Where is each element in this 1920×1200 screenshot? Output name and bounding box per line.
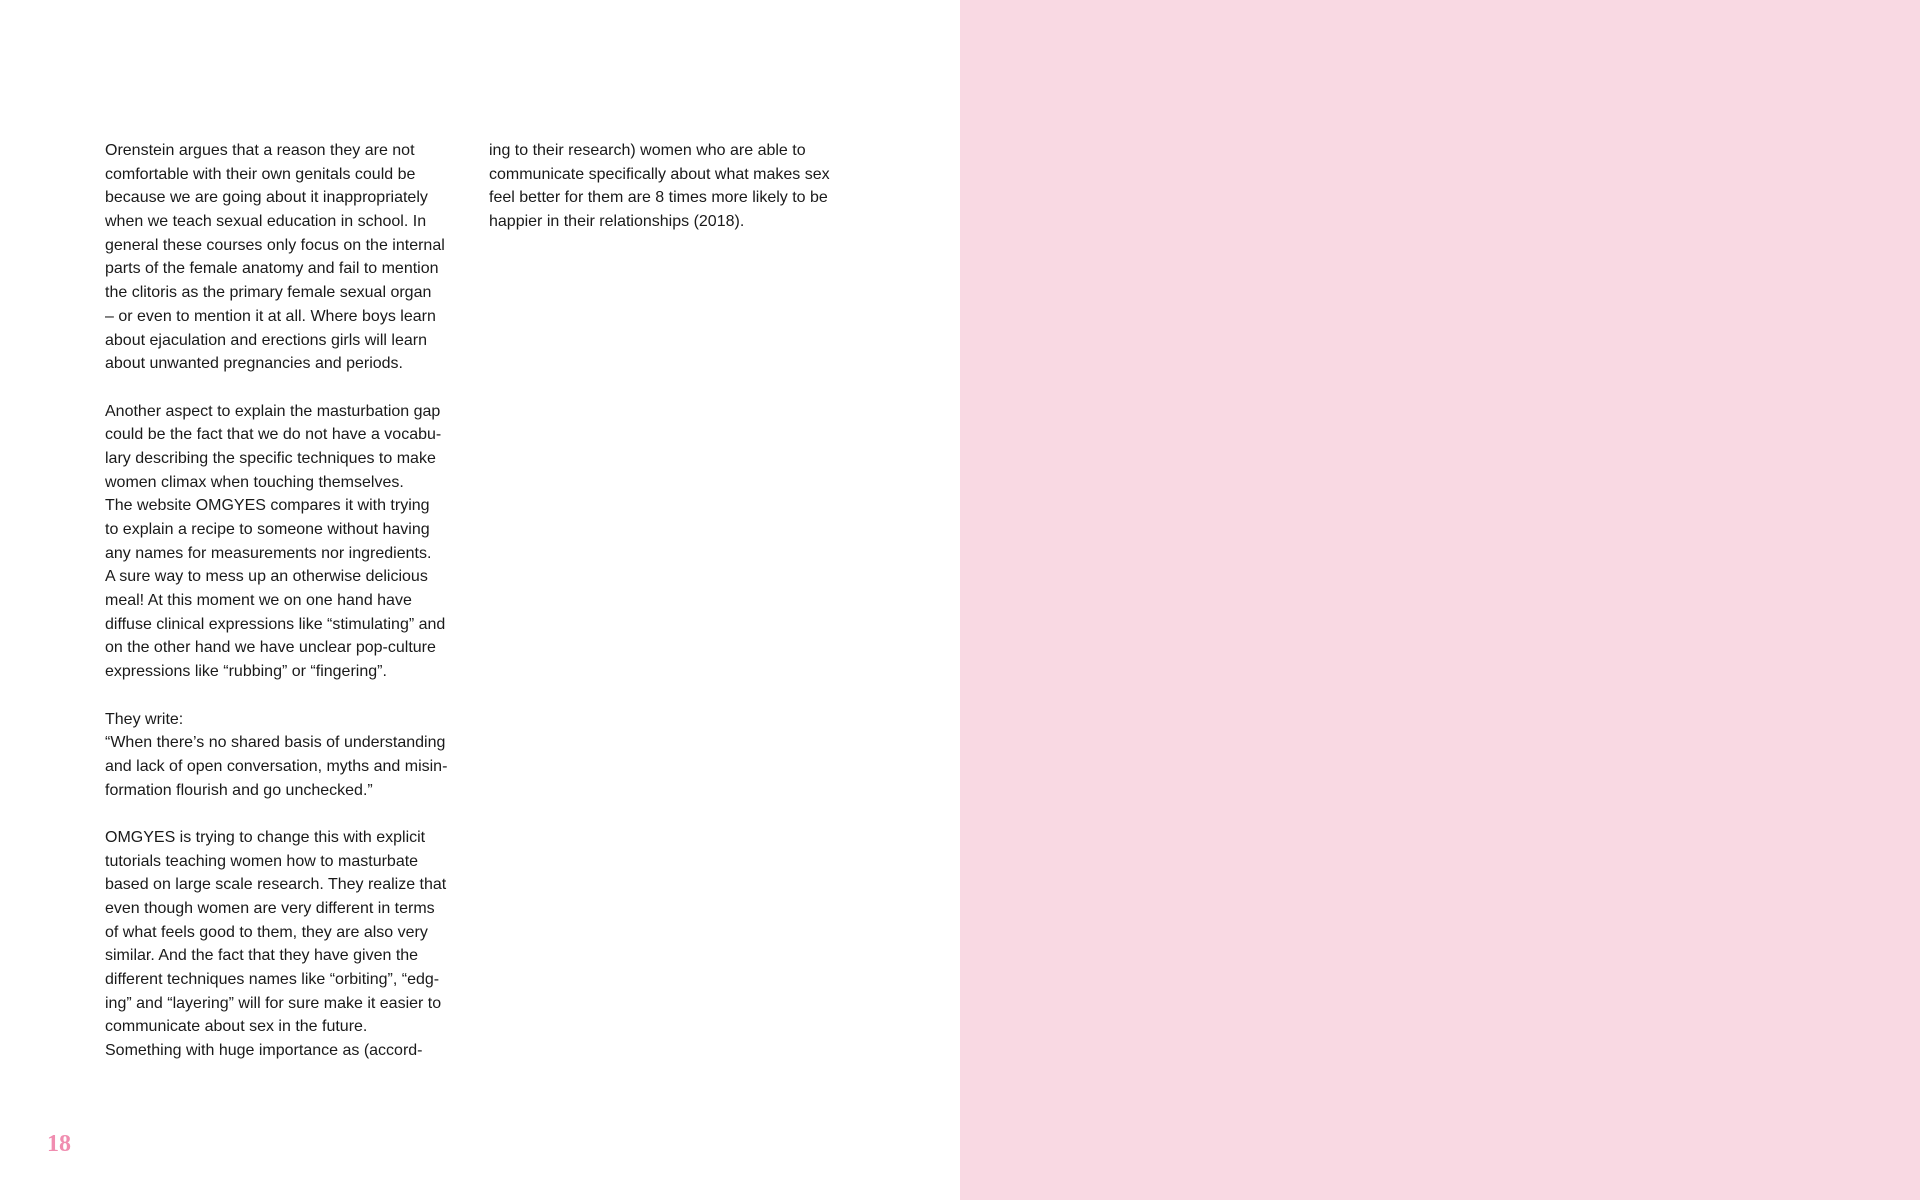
text-line: happier in their relationships (2018). bbox=[489, 213, 745, 231]
text-line: of what feels good to them, they are also very bbox=[105, 923, 428, 941]
text-line: diffuse clinical expressions like “stimulating” and bbox=[105, 615, 446, 633]
text-line: different techniques names like “orbiting”, “edg- bbox=[105, 971, 440, 989]
text-line: “When there’s no shared basis of understanding bbox=[105, 734, 446, 752]
text-line: similar. And the fact that they have given the bbox=[105, 947, 419, 965]
text-line: They write: bbox=[105, 710, 184, 728]
page-number: 18 bbox=[47, 1131, 71, 1157]
text-line: meal! At this moment we on one hand have bbox=[105, 592, 412, 610]
text-line: the clitoris as the primary female sexual organ bbox=[105, 284, 432, 302]
text-line: comfortable with their own genitals could be bbox=[105, 165, 416, 183]
text-line: women climax when touching themselves. bbox=[105, 473, 404, 491]
text-line: about unwanted pregnancies and periods. bbox=[105, 355, 403, 373]
text-line: lary describing the specific techniques to make bbox=[105, 449, 436, 467]
text-line: expressions like “rubbing” or “fingering”. bbox=[105, 663, 387, 681]
text-line: communicate about sex in the future. bbox=[105, 1018, 368, 1036]
text-column-left bbox=[105, 139, 475, 1063]
text-line: when we teach sexual education in school. In bbox=[105, 213, 427, 231]
paragraph-break bbox=[105, 802, 475, 826]
text-line: about ejaculation and erections girls will learn bbox=[105, 331, 427, 349]
text-line: because we are going about it inappropriately bbox=[105, 189, 428, 207]
text-line: feel better for them are 8 times more likely to be bbox=[489, 189, 828, 207]
text-line: Another aspect to explain the masturbation gap bbox=[105, 402, 441, 420]
text-column-right bbox=[489, 139, 859, 234]
text-line: – or even to mention it at all. Where boys learn bbox=[105, 307, 436, 325]
text-line: parts of the female anatomy and fail to mention bbox=[105, 260, 439, 278]
right-page-pink-panel bbox=[960, 0, 1920, 1200]
text-line: OMGYES is trying to change this with explicit bbox=[105, 828, 426, 846]
paragraph-break bbox=[105, 376, 475, 400]
paragraph-break bbox=[105, 684, 475, 708]
text-line: and lack of open conversation, myths and misin- bbox=[105, 757, 448, 775]
text-line: ing” and “layering” will for sure make it easier to bbox=[105, 994, 442, 1012]
text-line: even though women are very different in terms bbox=[105, 900, 435, 917]
text-line: Orenstein argues that a reason they are not bbox=[105, 142, 415, 159]
text-line: A sure way to mess up an otherwise delicious bbox=[105, 568, 428, 586]
text-line: to explain a recipe to someone without having bbox=[105, 521, 430, 538]
text-line: based on large scale research. They realize that bbox=[105, 876, 447, 894]
text-line: Something with huge importance as (accord- bbox=[105, 1042, 423, 1060]
text-line: formation flourish and go unchecked.” bbox=[105, 781, 373, 799]
text-line: general these courses only focus on the internal bbox=[105, 236, 445, 254]
text-line: tutorials teaching women how to masturbate bbox=[105, 852, 419, 870]
text-line: communicate specifically about what makes sex bbox=[489, 165, 830, 183]
text-line: could be the fact that we do not have a vocabu- bbox=[105, 426, 442, 444]
text-line: any names for measurements nor ingredients. bbox=[105, 544, 432, 562]
text-line: on the other hand we have unclear pop-culture bbox=[105, 639, 436, 657]
text-line: The website OMGYES compares it with trying bbox=[105, 497, 430, 515]
text-line: ing to their research) women who are able to bbox=[489, 142, 806, 159]
